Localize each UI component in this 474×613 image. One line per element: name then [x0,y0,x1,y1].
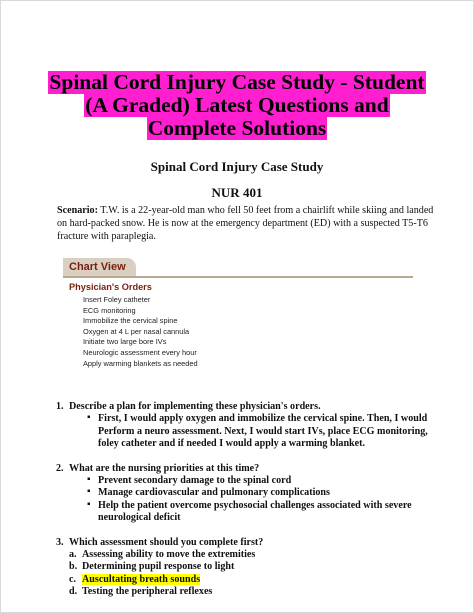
document-title [1,71,473,140]
answer-item: ▪ First, I would apply oxygen and immobilize the cervical spine. Then, I would Perform a neuro assessment. Next, I would start IVs, place ECG monitoring, foley catheter and if needed I would apply a warming blanket. [87,413,429,450]
option-d: d. Testing the peripheral reflexes [69,586,213,598]
order-item: Initiate two large bore IVs [83,337,167,347]
title-line-2: (A Graded) Latest Questions and [85,93,389,117]
answer-list [87,413,429,450]
option-b: b. Determining pupil response to light [69,561,235,573]
scenario-paragraph [57,204,437,244]
chart-content [63,278,413,378]
option-list [69,549,429,599]
order-item: Apply warming blankets as needed [83,358,198,368]
question-2 [56,462,429,525]
scenario-text: T.W. is a 22-year-old man who fell 50 feet from a chairlift while skiing and landed on hard-packed snow. He is now at the emergency department (ED) with a suspected T5-T6 fracture with paraplegia. [57,205,434,243]
question-1 [56,401,429,451]
subtitle: Spinal Cord Injury Case Study [150,159,324,174]
chart-view-panel [63,258,413,378]
order-item: Neurologic assessment every hour [83,347,197,357]
order-item: Insert Foley catheter [83,295,151,304]
orders-list [83,295,198,369]
course-code: NUR 401 [211,185,263,200]
question-number: 2. [56,462,64,474]
title-line-1: Spinal Cord Injury Case Study - Student [49,70,425,94]
answer-item: ▪ Manage cardiovascular and pulmonary complications [87,487,429,499]
answer-item: ▪ Prevent secondary damage to the spinal cord [87,475,429,487]
title-line-3: Complete Solutions [147,116,327,140]
scenario-label: Scenario: [57,205,98,216]
chart-view-tab: Chart View [63,258,136,276]
order-item: ECG monitoring [83,305,136,315]
option-a: a. Assessing ability to move the extremities [69,549,256,561]
question-text: Describe a plan for implementing these physician's orders. [69,401,321,412]
question-3 [56,536,429,599]
question-text: Which assessment should you complete first? [69,536,264,548]
order-item: Immobilize the cervical spine [83,316,178,326]
answer-list [87,475,429,525]
question-number: 3. [56,536,64,548]
answer-item: ▪ Help the patient overcome psychosocial challenges associated with severe neurological deficit [87,500,429,525]
highlighted-answer: Auscultating breath sounds [82,573,201,585]
physicians-orders-heading: Physician's Orders [69,282,152,292]
option-c-correct: c. Auscultating breath sounds [69,573,201,585]
question-number: 1. [56,401,64,412]
questions-list [56,401,429,611]
question-text: What are the nursing priorities at this time? [69,462,260,474]
order-item: Oxygen at 4 L per nasal cannula [83,326,190,336]
